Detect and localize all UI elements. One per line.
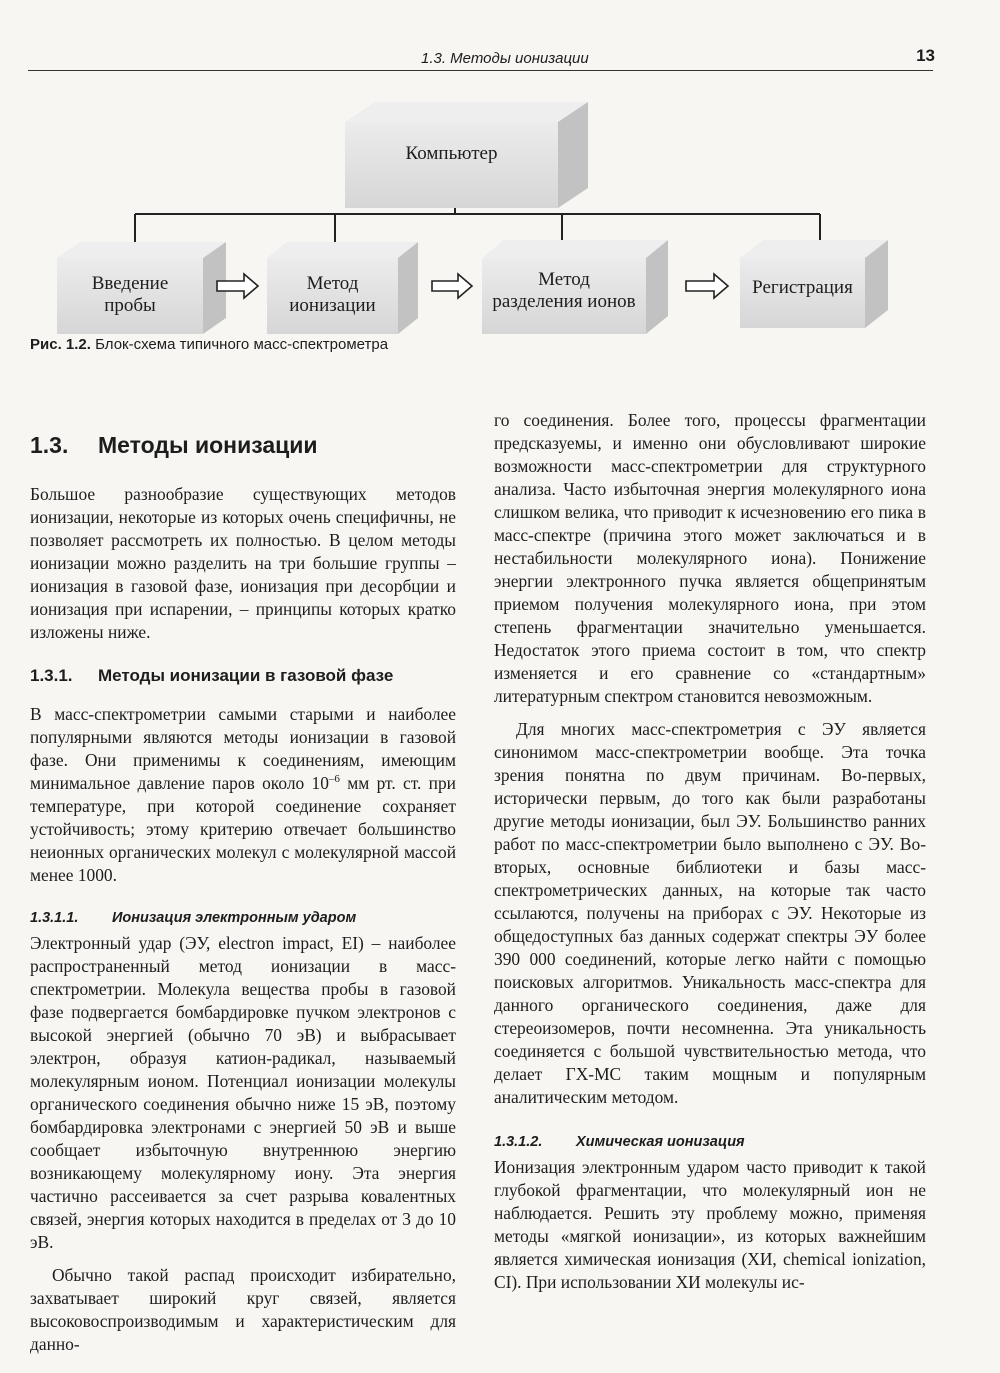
subsubsection-title: Ионизация электронным ударом (112, 910, 357, 926)
sample-label (57, 266, 203, 324)
page-number: 13 (916, 46, 935, 65)
arrow-right-icon (686, 274, 728, 298)
separation-line1: Метод (538, 269, 590, 290)
computer-label (345, 122, 558, 186)
caption-label: Рис. 1.2. (30, 336, 91, 353)
computer-text: Компьютер (405, 143, 498, 164)
ionization-label (267, 266, 398, 324)
subsubsection-number: 1.3.1.1. (30, 910, 79, 926)
paragraph (30, 703, 456, 887)
paragraph: Большое разнообразие существующих методов ионизации, некоторые из которых очень специфичны, не позволяет рассмотреть их полностью. В целом методы ионизации можно разделить на три большие группы – ионизация в газовой фазе, ионизация при десорбции и ионизация при испарении, – принципы которых кратко изложены ниже. (30, 484, 456, 642)
ionization-line1: Метод (306, 273, 359, 294)
block-diagram (0, 0, 1000, 340)
detection-label (740, 262, 865, 314)
section-title: Методы ионизации (98, 432, 318, 458)
exponent: –6 (328, 773, 340, 786)
paragraph: го соединения. Более того, процессы фрагментации предсказуемы, и именно они обусловливают широкие возможности масс-спектрометрии для структурного анализа. Часто избыточная энергия молекулярного иона слишком велика, что приводит к исчезновению его пика в масс-спектре (причина этого может заключаться и в нестабильности молекулярного иона). Понижение энергии электронного пучка является общепринятым приемом получения молекулярного иона, при этом степень фрагментации значительно уменьшается. Недостаток этого приема состоит в том, что спектр изменяется и его сравнение со «стандартным» литературным спектром становится невозможным. (494, 410, 926, 706)
separation-line2: разделения ионов (492, 291, 636, 312)
section-heading (30, 432, 318, 459)
paragraph-text: В масс-спектрометрии самыми старыми и наиболее популярными являются методы ионизации в газовой фазе. Они применимы к соединениям, имеющим минимальное давление паров около 10 (30, 704, 456, 793)
left-column (30, 483, 456, 1356)
paragraph: Обычно такой распад происходит избирательно, захватывает широкий круг связей, является высоковоспроизводимым и характеристическим для данно- (30, 1265, 456, 1354)
separation-label (482, 262, 646, 320)
detection-line1: Регистрация (752, 277, 853, 298)
figure-caption (30, 336, 388, 353)
ionization-line2: ионизации (289, 295, 376, 316)
subsection-number: 1.3.1. (30, 666, 73, 685)
subsubsection-number: 1.3.1.2. (494, 1134, 543, 1150)
subsubsection-heading (30, 907, 456, 930)
arrow-right-icon (432, 274, 472, 298)
running-title: 1.3. Методы ионизации (421, 50, 589, 67)
paragraph: Ионизация электронным ударом часто приводит к такой глубокой фрагментации, что молекулярный ион не наблюдается. Решить эту проблему можно, применяя методы «мягкой ионизации», из которых важнейшим является химическая ионизация (ХИ, chemical ionization, CI). При использовании ХИ молекулы ис- (494, 1157, 926, 1292)
paragraph: Для многих масс-спектрометрия с ЭУ является синонимом масс-спектрометрии вообще. Эта точка зрения понятна по двум причинам. Во-первых, исторически первым, до того как были разработаны другие методы ионизации, был ЭУ. Большинство ранних работ по масс-спектрометрии было выполнено с ЭУ. Во-вторых, основные библиотеки и базы масс-спектрометрических данных, на которые так часто ссылаются, получены на приборах с ЭУ. Некоторые из общедоступных баз данных содержат спектры ЭУ более 390 000 соединений, которые легко найти с помощью поисковых алгоритмов. Уникальность масс-спектра для данного органического соединения, даже для стереоизомеров, почти несомненна. Эта уникальность соединяется с большой чувствительностью метода, что делает ГХ-МС таким мощным и популярным аналитическим методом. (494, 719, 926, 1107)
section-number: 1.3. (30, 432, 69, 458)
paragraph-text: мм рт. ст. при температуре, при которой соединение сохраняет устойчивость; этому критерию отвечает большинство неионных органических молекул с молекулярной массой менее 1000. (30, 773, 456, 885)
right-column (494, 409, 926, 1294)
sample-line1: Введение (91, 273, 169, 294)
caption-text: Блок-схема типичного масс-спектрометра (90, 336, 389, 353)
subsection-title: Методы ионизации в газовой фазе (98, 666, 394, 685)
subsection-heading (30, 664, 456, 687)
paragraph: Электронный удар (ЭУ, electron impact, EI) – наиболее распространенный метод ионизации в масс-спектрометрии. Молекула вещества пробы в газовой фазе подвергается бомбардировке пучком электронов с высокой энергией (обычно 70 эВ) и выбрасывает электрон, образуя катион-радикал, называемый молекулярным ионом. Потенциал ионизации молекулы органического соединения обычно ниже 15 эВ, поэтому бомбардировка электронами с энергией 50 эВ и выше сообщает избыточную внутреннюю энергию возникающему молекулярному иону. Эта энергия частично рассеивается за счет разрыва ковалентных связей, энергия которых находится в пределах от 3 до 10 эВ. (30, 933, 456, 1252)
subsubsection-heading (494, 1131, 926, 1154)
subsubsection-title: Химическая ионизация (576, 1134, 745, 1150)
sample-line2: пробы (104, 295, 156, 316)
connector-lines (135, 208, 820, 258)
